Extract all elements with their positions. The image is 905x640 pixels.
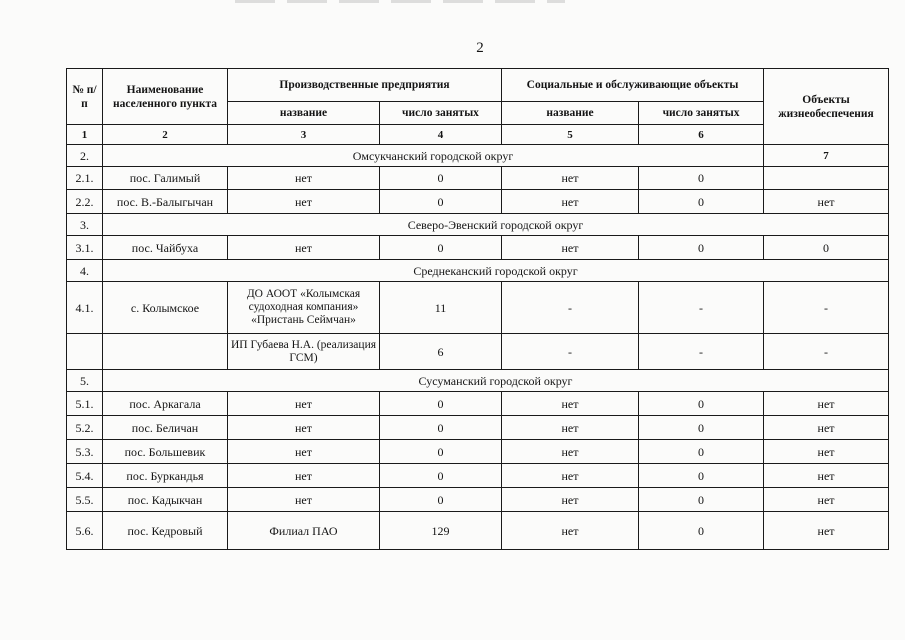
- col-number: 3: [228, 125, 380, 145]
- section-num: 4.: [67, 260, 103, 282]
- row-social-name: нет: [502, 512, 639, 550]
- table-row: [67, 334, 889, 370]
- header-social: Социальные и обслуживающие объекты: [502, 69, 764, 102]
- row-num: 5.3.: [67, 440, 103, 464]
- row-num: 2.1.: [67, 167, 103, 190]
- row-social-count: 0: [639, 167, 764, 190]
- table-row: [67, 190, 889, 214]
- row-social-count: 0: [639, 416, 764, 440]
- row-social-count: 0: [639, 392, 764, 416]
- row-social-count: 0: [639, 464, 764, 488]
- row-prod-name: нет: [228, 440, 380, 464]
- row-objects: нет: [764, 464, 889, 488]
- row-num: 5.4.: [67, 464, 103, 488]
- row-locality: [103, 334, 228, 370]
- section-title: Омсукчанский городской округ: [103, 145, 764, 167]
- row-prod-name: нет: [228, 167, 380, 190]
- row-social-name: -: [502, 334, 639, 370]
- row-locality: пос. Кадыкчан: [103, 488, 228, 512]
- row-locality: пос. Большевик: [103, 440, 228, 464]
- row-social-count: 0: [639, 488, 764, 512]
- row-social-count: 0: [639, 190, 764, 214]
- section-title: Северо-Эвенский городской округ: [103, 214, 889, 236]
- row-prod-count: 0: [380, 167, 502, 190]
- row-prod-count: 6: [380, 334, 502, 370]
- col-number: 1: [67, 125, 103, 145]
- row-social-name: нет: [502, 167, 639, 190]
- section-num: 2.: [67, 145, 103, 167]
- row-prod-count: 0: [380, 392, 502, 416]
- row-prod-name: нет: [228, 416, 380, 440]
- row-social-name: нет: [502, 488, 639, 512]
- table-row: [67, 167, 889, 190]
- col-number: 2: [103, 125, 228, 145]
- row-locality: пос. Аркагала: [103, 392, 228, 416]
- row-prod-name: нет: [228, 392, 380, 416]
- table-row: [67, 464, 889, 488]
- header-prod-name: название: [228, 102, 380, 125]
- row-locality: с. Колымское: [103, 282, 228, 334]
- header-locality: Наименование населенного пункта: [103, 69, 228, 125]
- row-prod-name: нет: [228, 236, 380, 260]
- table-row: [67, 488, 889, 512]
- header-prod-count: число занятых: [380, 102, 502, 125]
- row-objects: -: [764, 282, 889, 334]
- localities-table: [66, 68, 889, 550]
- section-num: 5.: [67, 370, 103, 392]
- row-locality: пос. Кедровый: [103, 512, 228, 550]
- table-row: [67, 512, 889, 550]
- section-row: [67, 145, 889, 167]
- row-prod-name: нет: [228, 488, 380, 512]
- col-number: 5: [502, 125, 639, 145]
- row-objects: нет: [764, 190, 889, 214]
- row-num: 4.1.: [67, 282, 103, 334]
- section-row: [67, 214, 889, 236]
- header-social-count: число занятых: [639, 102, 764, 125]
- row-num: 2.2.: [67, 190, 103, 214]
- section-objects: 7: [764, 145, 889, 167]
- row-social-name: нет: [502, 464, 639, 488]
- row-objects: нет: [764, 440, 889, 464]
- row-objects: 0: [764, 236, 889, 260]
- row-prod-count: 0: [380, 236, 502, 260]
- row-objects: [764, 167, 889, 190]
- row-objects: -: [764, 334, 889, 370]
- table-row: [67, 392, 889, 416]
- row-objects: нет: [764, 512, 889, 550]
- row-num: 5.2.: [67, 416, 103, 440]
- row-social-name: нет: [502, 440, 639, 464]
- row-num: 5.6.: [67, 512, 103, 550]
- header-row-1: [67, 69, 889, 102]
- row-prod-count: 129: [380, 512, 502, 550]
- row-social-count: -: [639, 282, 764, 334]
- row-prod-name: Филиал ПАО: [228, 512, 380, 550]
- row-locality: пос. Чайбуха: [103, 236, 228, 260]
- col-number: 4: [380, 125, 502, 145]
- row-locality: пос. Галимый: [103, 167, 228, 190]
- row-social-count: 0: [639, 440, 764, 464]
- row-num: 3.1.: [67, 236, 103, 260]
- row-prod-count: 0: [380, 488, 502, 512]
- row-social-name: нет: [502, 392, 639, 416]
- row-objects: нет: [764, 488, 889, 512]
- section-num: 3.: [67, 214, 103, 236]
- row-social-count: 0: [639, 512, 764, 550]
- row-locality: пос. Буркандья: [103, 464, 228, 488]
- row-objects: нет: [764, 392, 889, 416]
- section-row: [67, 370, 889, 392]
- table-row: [67, 416, 889, 440]
- row-num: [67, 334, 103, 370]
- scan-top-edge: [235, 0, 565, 3]
- header-social-name: название: [502, 102, 639, 125]
- table-row: [67, 236, 889, 260]
- row-social-count: 0: [639, 236, 764, 260]
- row-social-count: -: [639, 334, 764, 370]
- header-production: Производственные предприятия: [228, 69, 502, 102]
- section-row: [67, 260, 889, 282]
- row-social-name: нет: [502, 236, 639, 260]
- col-number: 6: [639, 125, 764, 145]
- row-prod-count: 0: [380, 190, 502, 214]
- row-prod-count: 11: [380, 282, 502, 334]
- row-prod-name: ДО АООТ «Колымская судоходная компания» «Пристань Сеймчан»: [228, 282, 380, 334]
- row-social-name: -: [502, 282, 639, 334]
- header-num: № п/п: [67, 69, 103, 125]
- row-prod-count: 0: [380, 440, 502, 464]
- table-row: [67, 440, 889, 464]
- row-locality: пос. Беличан: [103, 416, 228, 440]
- row-num: 5.1.: [67, 392, 103, 416]
- row-locality: пос. В.-Балыгычан: [103, 190, 228, 214]
- section-title: Среднеканский городской округ: [103, 260, 889, 282]
- row-prod-count: 0: [380, 464, 502, 488]
- row-prod-name: нет: [228, 190, 380, 214]
- page-number: 2: [476, 40, 484, 56]
- row-prod-name: ИП Губаева Н.А. (реализация ГСМ): [228, 334, 380, 370]
- header-objects: Объекты жизнеобеспечения: [764, 69, 889, 145]
- row-social-name: нет: [502, 416, 639, 440]
- section-title: Сусуманский городской округ: [103, 370, 889, 392]
- row-prod-count: 0: [380, 416, 502, 440]
- row-objects: нет: [764, 416, 889, 440]
- row-num: 5.5.: [67, 488, 103, 512]
- table-row: [67, 282, 889, 334]
- row-prod-name: нет: [228, 464, 380, 488]
- row-social-name: нет: [502, 190, 639, 214]
